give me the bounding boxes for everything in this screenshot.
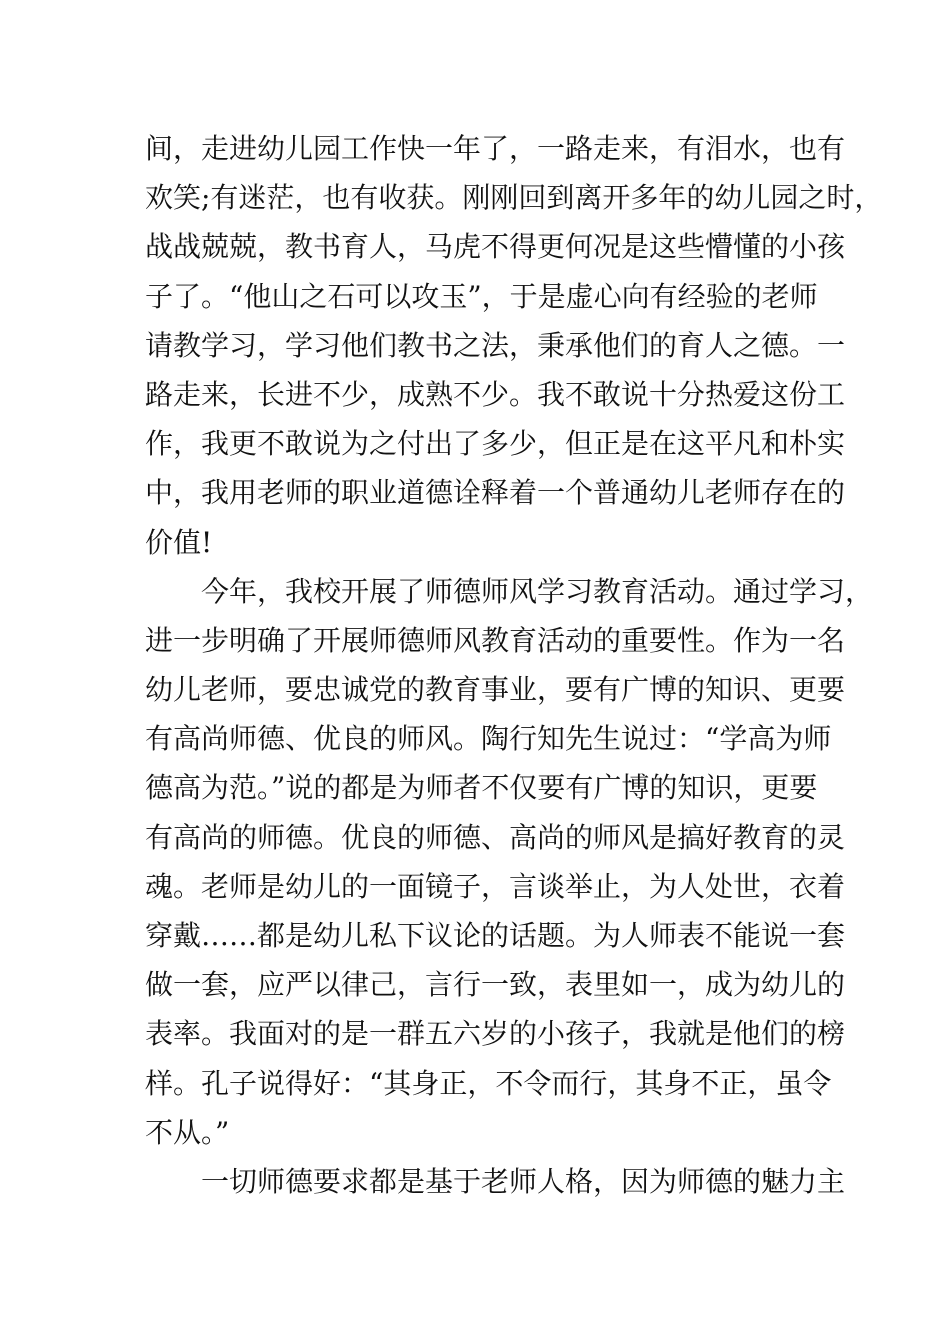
paragraph-start-line: 一切师德要求都是基于老师人格，因为师德的魅力主 <box>201 1164 846 1198</box>
text-line: 进一步明确了开展师德师风教育活动的重要性。作为一名 <box>145 623 846 657</box>
text-line: 请教学习，学习他们教书之法，秉承他们的育人之德。一 <box>145 328 846 362</box>
text-line: 魂。老师是幼儿的一面镜子，言谈举止，为人处世，衣着 <box>145 869 846 903</box>
text-line: 表率。我面对的是一群五六岁的小孩子，我就是他们的榜 <box>145 1017 846 1051</box>
body-text <box>145 124 883 1206</box>
text-line: 战战兢兢，教书育人，马虎不得更何况是这些懵懂的小孩 <box>145 230 846 264</box>
text-line: 路走来，长进不少，成熟不少。我不敢说十分热爱这份工 <box>145 377 846 411</box>
text-line: 幼儿老师，要忠诚党的教育事业，要有广博的知识、更要 <box>145 673 846 707</box>
text-line: 价值! <box>145 525 213 559</box>
text-line: 欢笑;有迷茫，也有收获。刚刚回到离开多年的幼儿园之时， <box>145 181 883 215</box>
text-line: 中，我用老师的职业道德诠释着一个普通幼儿老师存在的 <box>145 476 846 510</box>
text-line: 样。孔子说得好：“其身正，不令而行，其身不正，虽令 <box>145 1066 832 1100</box>
text-line: 作，我更不敢说为之付出了多少，但正是在这平凡和朴实 <box>145 427 846 461</box>
paragraph-start-line: 今年，我校开展了师德师风学习教育活动。通过学习， <box>201 574 874 608</box>
text-line: 有高尚师德、优良的师风。陶行知先生说过：“学高为师 <box>145 722 832 756</box>
text-line: 间，走进幼儿园工作快一年了，一路走来，有泪水，也有 <box>145 132 846 165</box>
text-line: 德高为范。”说的都是为师者不仅要有广博的知识，更要 <box>145 771 818 805</box>
text-line: 子了。“他山之石可以攻玉”，于是虚心向有经验的老师 <box>145 279 818 313</box>
text-line: 做一套，应严以律己，言行一致，表里如一，成为幼儿的 <box>145 968 846 1002</box>
text-line: 穿戴……都是幼儿私下议论的话题。为人师表不能说一套 <box>145 919 846 952</box>
text-line: 不从。” <box>145 1115 230 1149</box>
text-line: 有高尚的师德。优良的师德、高尚的师风是搞好教育的灵 <box>145 820 846 854</box>
